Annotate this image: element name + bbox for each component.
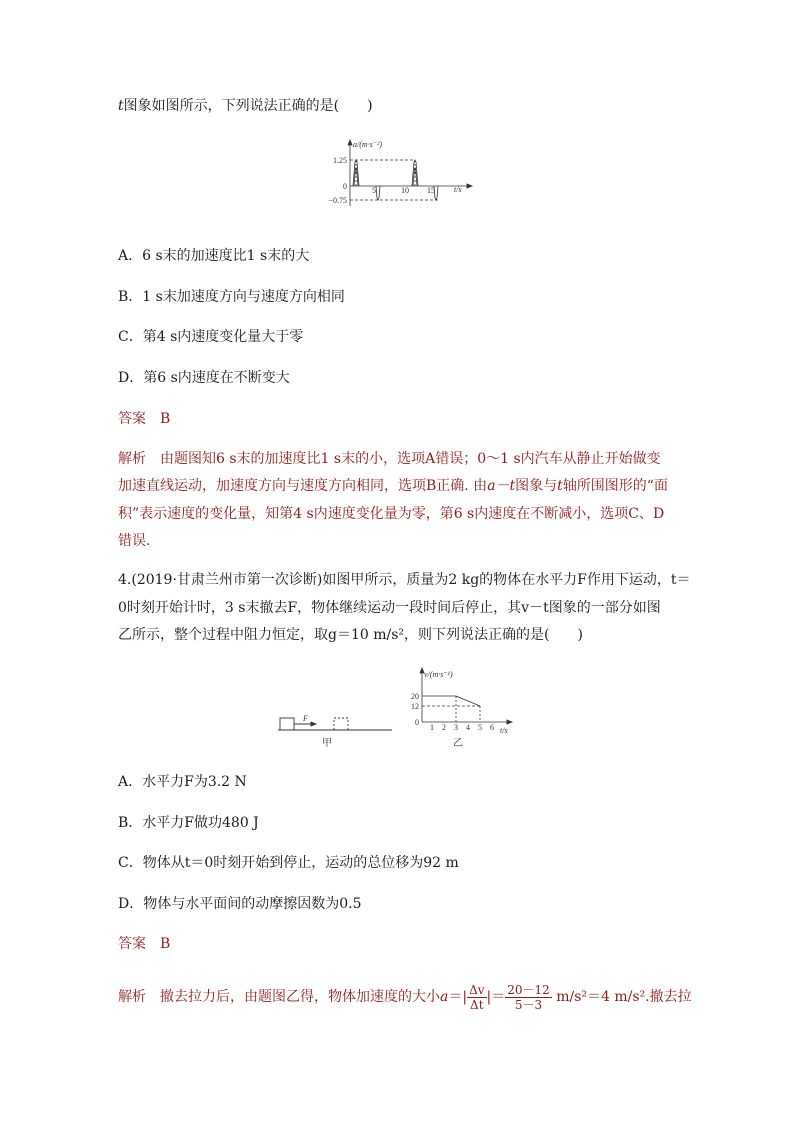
q3-answer: 答案 B [118,411,171,427]
graph1-xtick-2: 10 [401,186,409,195]
velocity-time-graph [404,664,520,754]
q3-stem [118,96,373,116]
graph1-xlabel: t/s [454,185,462,194]
q4-analysis-b: m/s²＝4 m/s².撤去拉 [551,989,692,1005]
q3-analysis-line3: 积”表示速度的变化量，知第4 s内速度变化量为零，第6 s内速度在不断减小，选项C、D [118,506,665,522]
graph2-ylabel: v/(m·s⁻¹) [424,670,453,679]
q3-analysis-l2b: a－t [487,478,516,494]
fraction-denominator: 5－3 [514,997,543,1012]
block-force-figure [276,700,396,752]
graph1-ytick-3: −0.75 [328,196,347,205]
q4-stem-line2: 0时刻开始计时，3 s末撤去F，物体继续运动一段时间后停止，其v－t图象的一部分如图 [118,600,661,616]
graph2-xtick-5: 5 [478,723,482,732]
graph1-ylabel: a/(m·s⁻²) [353,140,383,149]
graph2-ytick-1: 20 [411,692,419,701]
graph1-xtick-3: 15 [427,186,435,195]
graph2-xtick-3: 3 [454,723,458,732]
q4-stem-line1: 4.(2019·甘肃兰州市第一次诊断)如图甲所示，质量为2 kg的物体在水平力F作用下运动，t＝ [118,572,691,588]
q4-stem-line3: 乙所示，整个过程中阻力恒定，取g＝10 m/s²，则下列说法正确的是( ) [118,627,583,643]
q4-analysis-eq1: ＝| [448,989,468,1005]
q3-analysis-line1: 解析 由题图知6 s末的加速度比1 s末的小，选项A错误；0～1 s内汽车从静止开始做变 [118,451,661,467]
q3-option-b: B．1 s末加速度方向与速度方向相同 [118,289,345,305]
q4-analysis-line1 [118,982,692,1012]
q4-option-c: C．物体从t＝0时刻开始到停止，运动的总位移为92 m [118,855,459,871]
q4-option-a: A．水平力F为3.2 N [118,774,247,790]
q3-option-c: C．第4 s内速度变化量大于零 [118,329,304,345]
q3-option-a: A．6 s末的加速度比1 s末的大 [118,248,310,264]
graph1-ytick-1: 1.25 [333,156,347,165]
q4-option-d: D．物体与水平面间的动摩擦因数为0.5 [118,896,362,912]
graph2-ytick-2: 12 [411,702,419,711]
graph1-ytick-2: 0 [343,182,347,191]
graph2-xtick-2: 2 [442,723,446,732]
q4-option-b: B．水平力F做功480 J [118,815,259,831]
delta-fraction [467,983,486,1012]
graph2-xtick-6: 6 [490,723,494,732]
figure-jia-caption: 甲 [322,738,332,749]
acceleration-time-graph [320,136,480,216]
q3-stem-text: 图象如图所示，下列说法正确的是( ) [123,98,373,114]
graph2-xtick-1: 1 [430,723,434,732]
fraction-numerator: 20－12 [507,982,550,997]
q3-analysis-l2e: 轴所围图形的“面 [562,478,668,494]
q3-analysis-l2c: 图象与 [515,478,558,494]
force-label: F [303,714,308,723]
delta-v: Δv [469,982,485,997]
q4-answer: 答案 B [118,936,171,952]
value-fraction [505,983,552,1012]
q4-analysis-eq2: |＝ [486,989,506,1005]
graph1-xtick-1: 5 [372,186,376,195]
q4-analysis-a-var: a [440,989,449,1005]
q4-analysis-a: 解析 撤去拉力后，由题图乙得，物体加速度的大小 [118,989,440,1005]
graph2-xtick-4: 4 [466,723,470,732]
figure-yi-caption: 乙 [453,738,463,749]
q3-analysis-line4: 错误. [118,533,151,549]
q3-stem-var: t [118,98,124,114]
q3-option-d: D．第6 s内速度在不断变大 [118,370,290,386]
q3-analysis-l2a: 加速直线运动，加速度方向与速度方向相同，选项B正确. 由 [118,478,488,494]
q3-analysis-l2d: t [557,478,563,494]
delta-t: Δt [470,997,484,1012]
graph2-xlabel: t/s [500,726,508,735]
graph2-ytick-3: 0 [415,718,419,727]
q3-analysis-line2 [118,476,668,496]
